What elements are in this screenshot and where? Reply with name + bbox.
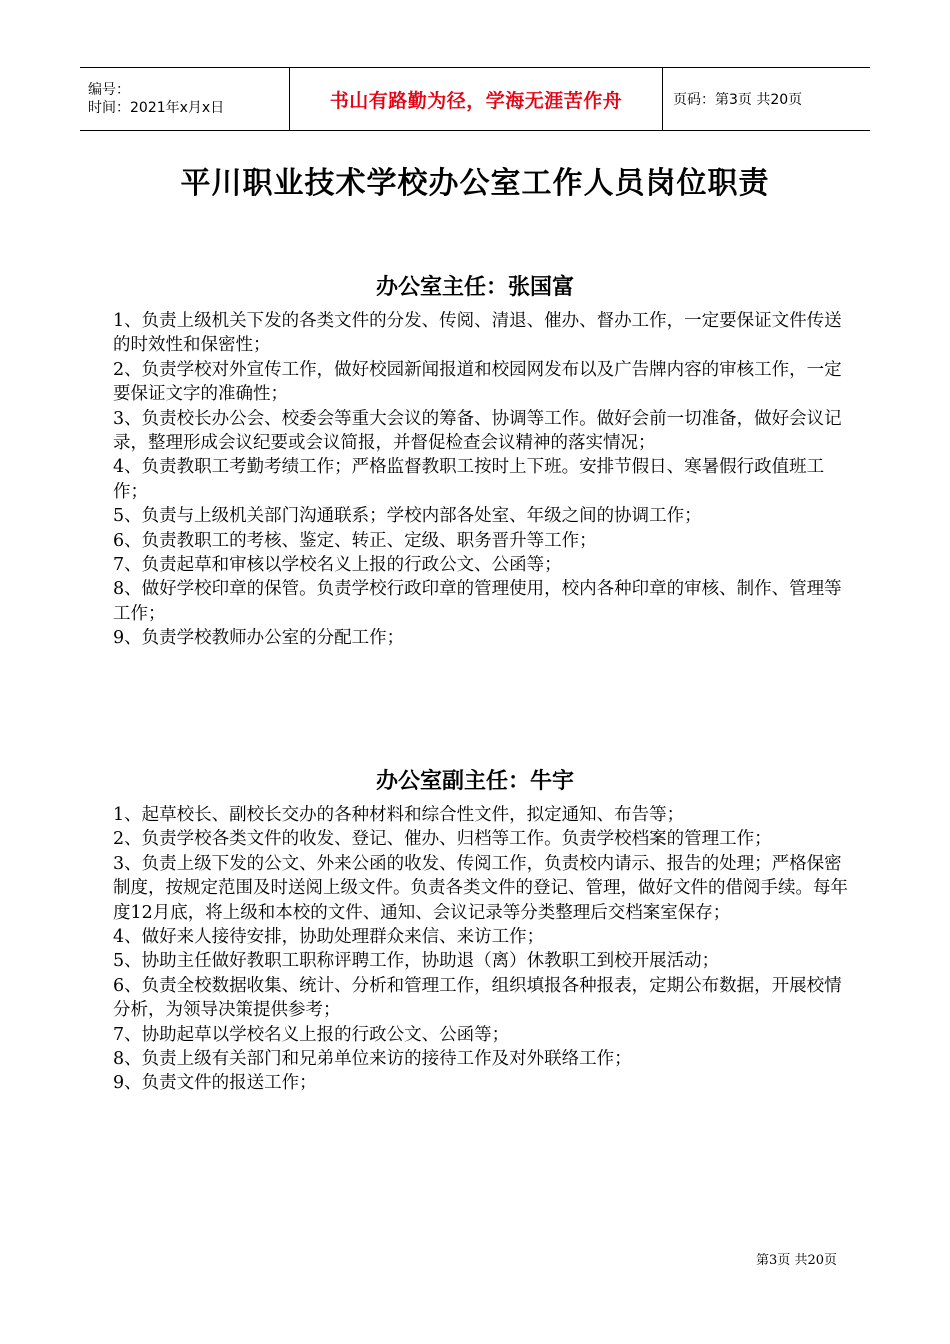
- page-footer: 第3页 共20页: [756, 1253, 837, 1268]
- number-label: 编号：: [88, 82, 130, 98]
- deputy-duties-list: [113, 803, 853, 1096]
- date-label: 时间：2021年x月x日: [88, 100, 225, 116]
- director-duties-list: [113, 309, 853, 651]
- list-item: 1、负责上级机关下发的各类文件的分发、传阅、清退、催办、督办工作，一定要保证文件传送的时效性和保密性；: [113, 311, 842, 356]
- list-item: 3、负责校长办公会、校委会等重大会议的筹备、协调等工作。做好会前一切准备，做好会议记录，整理形成会议纪要或会议简报，并督促检查会议精神的落实情况；: [113, 408, 842, 454]
- list-item: 4、负责教职工考勤考绩工作；严格监督教职工按时上下班。安排节假日、寒暑假行政值班工作；: [113, 457, 825, 502]
- document-title: 平川职业技术学校办公室工作人员岗位职责: [180, 166, 770, 201]
- list-item: 3、负责上级下发的公文、外来公函的收发、传阅工作，负责校内请示、报告的处理；严格保密制度，按规定范围及时送阅上级文件。负责各类文件的登记、管理，做好文件的借阅手续。每年度12月底，将上级和本校的文件、通知、会议记录等分类整理后交档案室保存；: [113, 853, 848, 923]
- header-right-cell: [663, 68, 802, 130]
- list-item: 5、协助主任做好教职工职称评聘工作，协助退（离）休教职工到校开展活动；: [113, 951, 720, 972]
- list-item: 8、负责上级有关部门和兄弟单位来访的接待工作及对外联络工作；: [113, 1049, 632, 1070]
- list-item: 4、做好来人接待安排，协助处理群众来信、来访工作；: [113, 927, 545, 948]
- list-item: 6、负责全校数据收集、统计、分析和管理工作，组织填报各种报表，定期公布数据，开展校情分析，为领导决策提供参考；: [113, 975, 842, 1021]
- motto: 书山有路勤为径，学海无涯苦作舟: [329, 89, 623, 112]
- list-item: 8、做好学校印章的保管。负责学校行政印章的管理使用，校内各种印章的审核、制作、管理等工作；: [113, 579, 842, 624]
- list-item: 7、协助起草以学校名义上报的行政公文、公函等；: [113, 1024, 510, 1045]
- list-item: 6、负责教职工的考核、鉴定、转正、定级、职务晋升等工作；: [113, 530, 597, 551]
- list-item: 2、负责学校对外宣传工作，做好校园新闻报道和校园网发布以及广告牌内容的审核工作，一定要保证文字的准确性；: [113, 359, 842, 405]
- section-heading-director: 办公室主任：张国富: [375, 275, 574, 300]
- header-motto-cell: [290, 68, 663, 130]
- header-left-cell: [80, 68, 290, 130]
- list-item: 1、起草校长、副校长交办的各种材料和综合性文件，拟定通知、布告等；: [113, 805, 685, 825]
- list-item: 9、负责学校教师办公室的分配工作；: [113, 628, 405, 649]
- list-item: 9、负责文件的报送工作；: [113, 1073, 317, 1094]
- section-heading-deputy: 办公室副主任：牛宇: [375, 769, 574, 794]
- list-item: 7、负责起草和审核以学校名义上报的行政公文、公函等；: [113, 555, 562, 576]
- page-header: [80, 67, 870, 131]
- page-info: 页码：第3页 共20页: [673, 92, 803, 108]
- list-item: 5、负责与上级机关部门沟通联系；学校内部各处室、年级之间的协调工作；: [113, 506, 702, 527]
- list-item: 2、负责学校各类文件的收发、登记、催办、归档等工作。负责学校档案的管理工作；: [113, 829, 772, 850]
